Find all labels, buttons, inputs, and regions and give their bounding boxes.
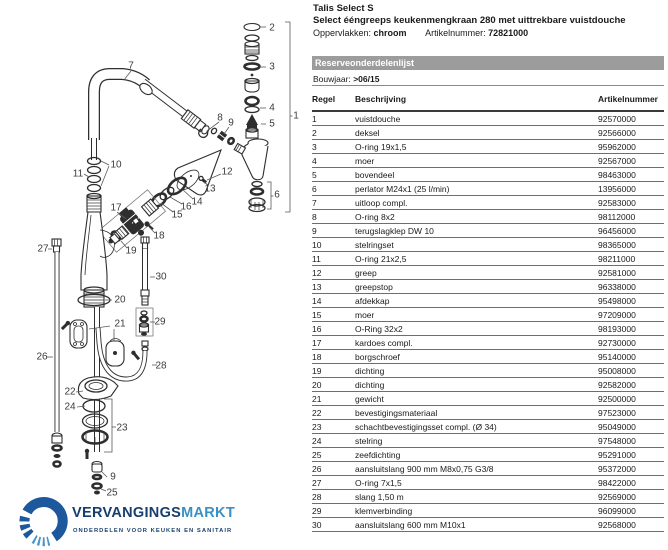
- callout-21: 21: [114, 318, 126, 330]
- cell-beschrijving: perlator M24x1 (25 l/min): [355, 182, 598, 196]
- cell-beschrijving: afdekkap: [355, 294, 598, 308]
- vervangingsmarkt-wordmark: [72, 505, 235, 521]
- cell-regel: 8: [312, 210, 355, 224]
- cell-artikelnummer: 92583000: [598, 196, 664, 210]
- cell-regel: 6: [312, 182, 355, 196]
- table-header-row: [312, 90, 664, 111]
- cell-regel: 9: [312, 224, 355, 238]
- cell-artikelnummer: 98211000: [598, 252, 664, 266]
- cell-artikelnummer: 92581000: [598, 266, 664, 280]
- callout-30: 30: [155, 271, 167, 283]
- spout-coupling: [181, 110, 211, 136]
- left-hose-group: [52, 239, 62, 467]
- cell-beschrijving: dichting: [355, 378, 598, 392]
- brand-name-bold: VERVANGINGS: [72, 505, 182, 521]
- callout-10: 10: [110, 159, 122, 171]
- spray-head-group: [234, 139, 268, 212]
- product-meta: [313, 28, 528, 38]
- cell-artikelnummer: 98193000: [598, 322, 664, 336]
- table-row: [312, 168, 664, 182]
- cell-artikelnummer: 98422000: [598, 476, 664, 490]
- callout-22: 22: [64, 386, 76, 398]
- surface-value: chroom: [373, 28, 407, 38]
- callout-14: 14: [191, 196, 203, 208]
- callout-numbers: [36, 23, 299, 499]
- cell-regel: 4: [312, 154, 355, 168]
- cell-beschrijving: uitloop compl.: [355, 196, 598, 210]
- table-row: [312, 406, 664, 420]
- callout-9: 9: [228, 117, 234, 129]
- cell-artikelnummer: 92500000: [598, 392, 664, 406]
- cell-artikelnummer: 96456000: [598, 224, 664, 238]
- cell-regel: 22: [312, 406, 355, 420]
- cell-beschrijving: moer: [355, 154, 598, 168]
- cell-artikelnummer: 92568000: [598, 518, 664, 532]
- table-row: [312, 280, 664, 294]
- cell-artikelnummer: 92730000: [598, 336, 664, 350]
- cell-beschrijving: vuistdouche: [355, 111, 598, 126]
- cell-regel: 5: [312, 168, 355, 182]
- table-row: [312, 182, 664, 196]
- callout-7: 7: [128, 60, 134, 72]
- cell-artikelnummer: 95372000: [598, 462, 664, 476]
- table-row: [312, 378, 664, 392]
- callout-17: 17: [110, 202, 122, 214]
- cell-regel: 23: [312, 420, 355, 434]
- cell-beschrijving: greep: [355, 266, 598, 280]
- handspray-parts-stack: [244, 24, 260, 139]
- cell-beschrijving: O-ring 21x2,5: [355, 252, 598, 266]
- table-row: [312, 294, 664, 308]
- cell-artikelnummer: 97548000: [598, 434, 664, 448]
- cell-beschrijving: gewicht: [355, 392, 598, 406]
- callout-15: 15: [171, 209, 183, 221]
- cell-artikelnummer: 92567000: [598, 154, 664, 168]
- cell-beschrijving: klemverbinding: [355, 504, 598, 518]
- callout-16: 16: [180, 201, 192, 213]
- cell-artikelnummer: 95291000: [598, 448, 664, 462]
- article-label: Artikelnummer:: [425, 28, 486, 38]
- table-row: [312, 448, 664, 462]
- callout-2: 2: [269, 22, 275, 34]
- callout-24: 24: [64, 401, 76, 413]
- table-row: [312, 111, 664, 126]
- cell-regel: 25: [312, 448, 355, 462]
- cell-artikelnummer: 98112000: [598, 210, 664, 224]
- cell-artikelnummer: 92570000: [598, 111, 664, 126]
- cell-artikelnummer: 95008000: [598, 364, 664, 378]
- bottom-screw: [85, 449, 89, 459]
- cell-regel: 29: [312, 504, 355, 518]
- exploded-diagram: [0, 0, 310, 550]
- callout-29: 29: [154, 316, 166, 328]
- cell-artikelnummer: 96338000: [598, 280, 664, 294]
- cell-regel: 21: [312, 392, 355, 406]
- cell-regel: 15: [312, 308, 355, 322]
- cell-beschrijving: zeefdichting: [355, 448, 598, 462]
- build-year: [313, 74, 379, 84]
- build-year-value: >06/15: [353, 74, 380, 84]
- callout-6: 6: [274, 189, 280, 201]
- callout-5: 5: [269, 118, 275, 130]
- table-row: [312, 518, 664, 532]
- cell-regel: 13: [312, 280, 355, 294]
- cell-beschrijving: bevestigingsmateriaal: [355, 406, 598, 420]
- table-row: [312, 322, 664, 336]
- product-title: Talis Select S: [313, 3, 374, 14]
- parts-table: [312, 90, 664, 532]
- callout-19: 19: [125, 245, 137, 257]
- cell-beschrijving: greepstop: [355, 280, 598, 294]
- product-subtitle: Select ééngreeps keukenmengkraan 280 met uittrekbare vuistdouche: [313, 15, 626, 26]
- table-row: [312, 252, 664, 266]
- cell-beschrijving: stelring: [355, 434, 598, 448]
- cell-regel: 7: [312, 196, 355, 210]
- cell-beschrijving: O-ring 7x1,5: [355, 476, 598, 490]
- cell-regel: 10: [312, 238, 355, 252]
- build-year-label: Bouwjaar:: [313, 74, 351, 84]
- col-artikelnummer: Artikelnummer: [598, 90, 664, 111]
- callout-25: 25: [106, 487, 118, 499]
- callout-27: 27: [37, 243, 49, 255]
- table-row: [312, 336, 664, 350]
- spout-group: [94, 74, 235, 145]
- cell-regel: 20: [312, 378, 355, 392]
- cell-regel: 30: [312, 518, 355, 532]
- cell-regel: 19: [312, 364, 355, 378]
- table-row: [312, 350, 664, 364]
- cell-artikelnummer: 97523000: [598, 406, 664, 420]
- cell-beschrijving: terugslagklep DW 10: [355, 224, 598, 238]
- cell-beschrijving: O-Ring 32x2: [355, 322, 598, 336]
- cell-beschrijving: borgschroef: [355, 350, 598, 364]
- vervangingsmarkt-logo-icon: [17, 497, 69, 549]
- cell-beschrijving: dichting: [355, 364, 598, 378]
- cell-regel: 12: [312, 266, 355, 280]
- callout-23: 23: [116, 422, 128, 434]
- callout-11: 11: [72, 168, 84, 180]
- cell-beschrijving: deksel: [355, 126, 598, 140]
- cell-beschrijving: moer: [355, 308, 598, 322]
- cell-beschrijving: slang 1,50 m: [355, 490, 598, 504]
- cell-regel: 2: [312, 126, 355, 140]
- table-row: [312, 420, 664, 434]
- cell-regel: 17: [312, 336, 355, 350]
- article-value: 72821000: [488, 28, 529, 38]
- cell-artikelnummer: 95049000: [598, 420, 664, 434]
- cell-artikelnummer: 92569000: [598, 490, 664, 504]
- cell-beschrijving: aansluitslang 600 mm M10x1: [355, 518, 598, 532]
- callout-1: 1: [293, 110, 299, 122]
- callout-4: 4: [269, 102, 275, 114]
- cell-beschrijving: kardoes compl.: [355, 336, 598, 350]
- cell-beschrijving: bovendeel: [355, 168, 598, 182]
- callout-8: 8: [217, 112, 223, 124]
- callout-26: 26: [36, 351, 48, 363]
- table-row: [312, 308, 664, 322]
- table-row: [312, 392, 664, 406]
- cell-artikelnummer: 97209000: [598, 308, 664, 322]
- cell-beschrijving: aansluitslang 900 mm M8x0,75 G3/8: [355, 462, 598, 476]
- table-row: [312, 490, 664, 504]
- table-row: [312, 504, 664, 518]
- col-regel: Regel: [312, 90, 355, 111]
- cell-artikelnummer: 92582000: [598, 378, 664, 392]
- table-row: [312, 224, 664, 238]
- cell-artikelnummer: 13956000: [598, 182, 664, 196]
- callout-12: 12: [221, 166, 233, 178]
- cell-regel: 26: [312, 462, 355, 476]
- table-row: [312, 266, 664, 280]
- callout-9: 9: [110, 471, 116, 483]
- table-row: [312, 364, 664, 378]
- brand-name-light: MARKT: [181, 505, 235, 521]
- cell-regel: 11: [312, 252, 355, 266]
- cell-beschrijving: schachtbevestigingsset compl. (Ø 34): [355, 420, 598, 434]
- table-row: [312, 154, 664, 168]
- table-row: [312, 140, 664, 154]
- col-beschrijving: Beschrijving: [355, 90, 598, 111]
- cell-regel: 24: [312, 434, 355, 448]
- cell-artikelnummer: 96099000: [598, 504, 664, 518]
- divider-line: [312, 85, 664, 86]
- brand-tagline: ONDERDELEN VOOR KEUKEN EN SANITAIR: [73, 528, 233, 534]
- cell-artikelnummer: 95962000: [598, 140, 664, 154]
- cell-beschrijving: O-ring 8x2: [355, 210, 598, 224]
- cell-regel: 18: [312, 350, 355, 364]
- cell-beschrijving: O-ring 19x1,5: [355, 140, 598, 154]
- table-row: [312, 210, 664, 224]
- cell-artikelnummer: 98365000: [598, 238, 664, 252]
- spare-parts-banner: Reserveonderdelenlijst: [312, 56, 664, 70]
- table-row: [312, 476, 664, 490]
- parts-table-body: [312, 111, 664, 532]
- cell-regel: 1: [312, 111, 355, 126]
- callout-20: 20: [114, 294, 126, 306]
- cell-artikelnummer: 98463000: [598, 168, 664, 182]
- callout-28: 28: [155, 360, 167, 372]
- callout-3: 3: [269, 61, 275, 73]
- cell-regel: 28: [312, 490, 355, 504]
- cell-artikelnummer: 92566000: [598, 126, 664, 140]
- table-row: [312, 462, 664, 476]
- surface-label: Oppervlakken:: [313, 28, 372, 38]
- cell-regel: 16: [312, 322, 355, 336]
- cell-regel: 27: [312, 476, 355, 490]
- table-row: [312, 434, 664, 448]
- cell-regel: 3: [312, 140, 355, 154]
- table-row: [312, 238, 664, 252]
- cell-artikelnummer: 95140000: [598, 350, 664, 364]
- cell-artikelnummer: 95498000: [598, 294, 664, 308]
- cell-regel: 14: [312, 294, 355, 308]
- table-row: [312, 196, 664, 210]
- callout-18: 18: [153, 230, 165, 242]
- table-row: [312, 126, 664, 140]
- cell-beschrijving: stelringset: [355, 238, 598, 252]
- callout-13: 13: [204, 183, 216, 195]
